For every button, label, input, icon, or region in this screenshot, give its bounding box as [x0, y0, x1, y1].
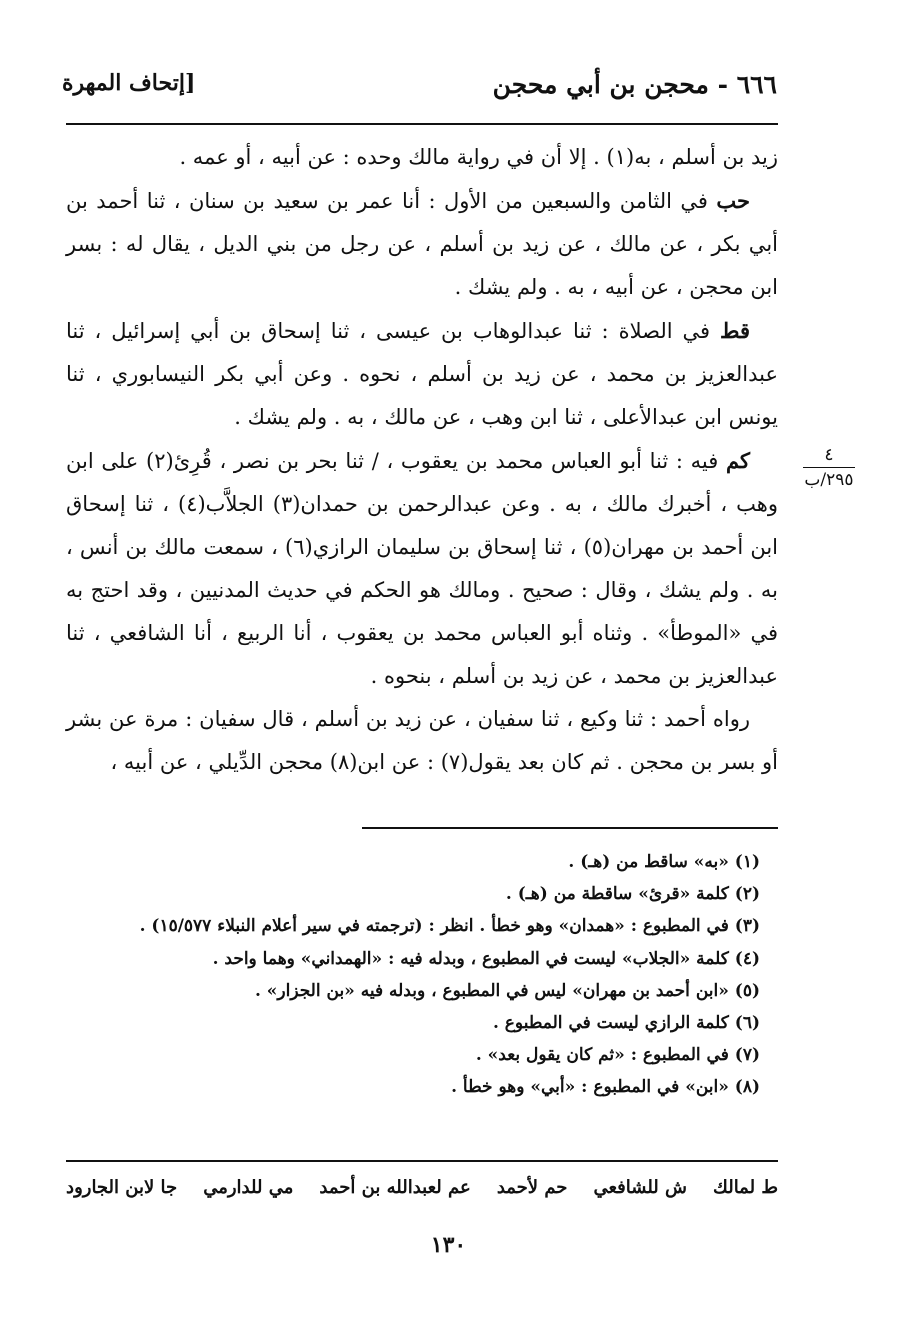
header-book-name: [إتحاف المهرة [62, 70, 196, 96]
paragraph-text: رواه أحمد : ثنا وكيع ، ثنا سفيان ، عن زيد بن أسلم ، قال سفيان : مرة عن بشر أو بسر بن محجن . ثم كان بعد يقول(٧) : عن ابن(٨) محجن الدِّيلي ، عن أبيه ، [66, 707, 778, 774]
paragraph [66, 136, 778, 179]
legend-item: ط لمالك [713, 1177, 778, 1198]
legend-item: ش للشافعي [593, 1177, 687, 1198]
paragraph-text: في الثامن والسبعين من الأول : أنا عمر بن سعيد بن سنان ، ثنا أحمد بن أبي بكر ، عن مالك ، عن زيد بن أسلم ، عن رجل من بني الديل ، يقال له : بسر ابن محجن ، عن أبيه ، به . ولم يشك . [66, 189, 778, 299]
legend-item: حم لأحمد [496, 1177, 568, 1198]
header-title: ٦٦٦ - محجن بن أبي محجن [492, 70, 777, 99]
footnote: (٣) في المطبوع : «همدان» وهو خطأ . انظر : (ترجمته في سير أعلام النبلاء ١٥/٥٧٧) . [139, 916, 760, 937]
footnote: (٧) في المطبوع : «ثم كان يقول بعد» . [475, 1045, 760, 1066]
footnote: (٦) كلمة الرازي ليست في المطبوع . [492, 1013, 760, 1034]
main-text [66, 136, 778, 784]
footnotes [100, 846, 760, 1104]
margin-note-ref: ٢٩٥/ب [804, 470, 854, 490]
paragraph [66, 309, 778, 439]
legend-item: مي للدارمي [203, 1177, 294, 1198]
paragraph [66, 179, 778, 309]
siglum: قط [720, 318, 750, 343]
margin-note-rule [803, 467, 855, 468]
margin-note-number: ٤ [824, 445, 834, 465]
siglum: حب [716, 188, 750, 213]
footnote: (٤) كلمة «الجلاب» ليست في المطبوع ، وبدله فيه : «الهمداني» وهما واحد . [212, 948, 760, 969]
footnote: (١) «به» ساقط من (هـ) . [568, 852, 760, 872]
legend-item: جا لابن الجارود [66, 1177, 178, 1198]
paragraph [66, 698, 778, 784]
footnote-rule [362, 827, 778, 829]
footnote: (٥) «ابن أحمد بن مهران» ليس في المطبوع ، وبدله فيه «بن الجزار» . [254, 980, 760, 1001]
legend-item: عم لعبدالله بن أحمد [319, 1177, 471, 1198]
page-number: ١٣٠ [430, 1232, 467, 1258]
siglum: كم [726, 448, 750, 473]
paragraph-text: فيه : ثنا أبو العباس محمد بن يعقوب ، / ثنا بحر بن نصر ، قُرِئ(٢) على ابن وهب ، أخبرك مالك ، به . وعن عبدالرحمن بن حمدان(٣) الجلاَّب(٤) ، ثنا إسحاق ابن أحمد بن مهران(٥) ، ثنا إسحاق بن سليمان الرازي(٦) ، سمعت مالك بن أنس ، به . ولم يشك ، وقال : صحيح . ومالك هو الحكم في حديث المدنيين ، وقد احتج به في «الموطأ» . وثناه أبو العباس محمد بن يعقوب ، أنا الربيع ، أنا الشافعي ، ثنا عبدالعزيز بن محمد ، عن زيد بن أسلم ، بنحوه . [66, 449, 778, 688]
sigla-legend [66, 1177, 778, 1198]
legend-rule [66, 1160, 778, 1162]
paragraph [66, 439, 778, 698]
paragraph-text: زيد بن أسلم ، به(١) . إلا أن في رواية مالك وحده : عن أبيه ، أو عمه . [179, 145, 778, 169]
footnote: (٨) «ابن» في المطبوع : «أبي» وهو خطأ . [451, 1077, 760, 1098]
header-rule [66, 123, 778, 125]
paragraph-text: في الصلاة : ثنا عبدالوهاب بن عيسى ، ثنا إسحاق بن أبي إسرائيل ، ثنا عبدالعزيز بن محمد ، عن زيد بن أسلم ، نحوه . وعن أبي بكر النيسابوري ، ثنا يونس ابن عبدالأعلى ، ثنا ابن وهب ، عن مالك ، به . ولم يشك . [66, 319, 778, 429]
margin-note [800, 445, 858, 490]
running-header [62, 70, 777, 110]
footnote: (٢) كلمة «قرئ» ساقطة من (هـ) . [505, 884, 760, 905]
